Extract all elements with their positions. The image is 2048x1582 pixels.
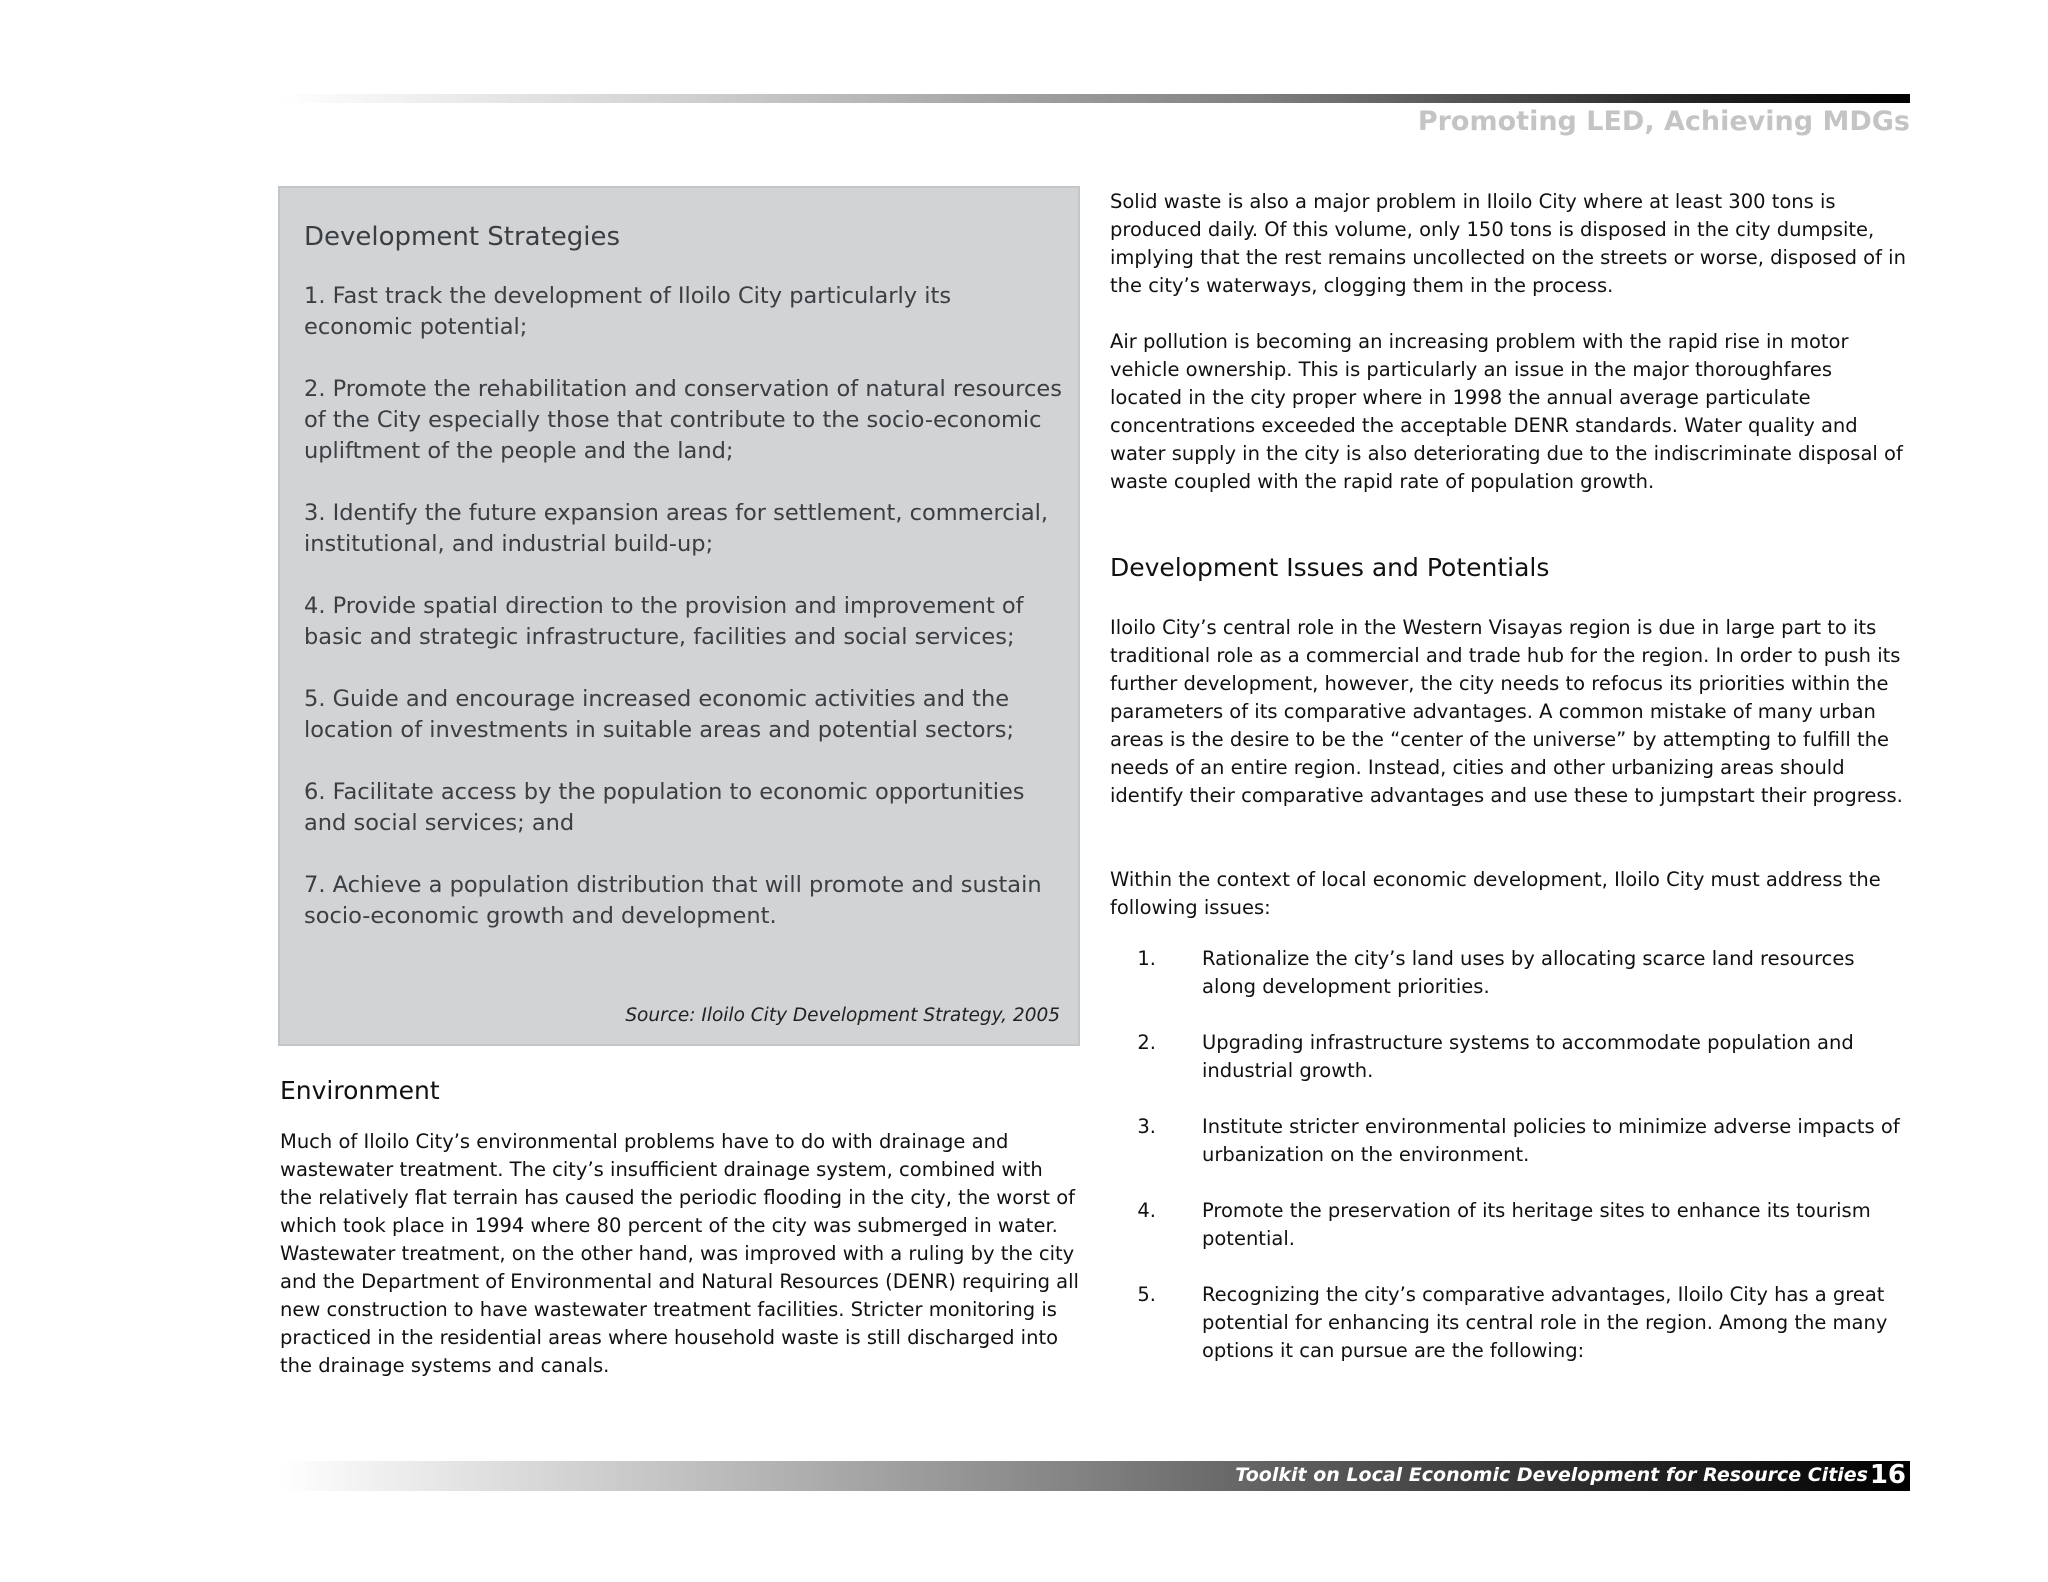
- list-item: [1108, 1113, 1908, 1169]
- issues-heading: Development Issues and Potentials: [1110, 553, 1550, 582]
- list-item: [1108, 1029, 1908, 1085]
- strategy-item: 4. Provide spatial direction to the provision and improvement of basic and strategic infrastructure, facilities and social services;: [304, 593, 1024, 650]
- list-item-number: 2.: [1137, 1031, 1156, 1054]
- environment-heading: Environment: [280, 1076, 440, 1105]
- strategy-item: 2. Promote the rehabilitation and conservation of natural resources of the City especially those that contribute to the socio-economic upliftment of the people and the land;: [304, 376, 1062, 464]
- list-item: [1108, 1281, 1908, 1365]
- development-strategies-box: [278, 186, 1080, 1046]
- footer-bar: [280, 1461, 1910, 1491]
- box-title: Development Strategies: [304, 222, 621, 252]
- list-item-text: Upgrading infrastructure systems to accommodate population and industrial growth.: [1202, 1031, 1854, 1082]
- strategy-item: 6. Facilitate access by the population to economic opportunities and social services; and: [304, 779, 1025, 836]
- strategy-item: 5. Guide and encourage increased economic activities and the location of investments in suitable areas and potential sectors;: [304, 686, 1015, 743]
- list-item-number: 5.: [1137, 1283, 1156, 1306]
- list-item-text: Recognizing the city’s comparative advantages, Iloilo City has a great potential for enhancing its central role in the region. Among the many options it can pursue are the following:: [1202, 1283, 1888, 1362]
- list-item-text: Institute stricter environmental policies to minimize adverse impacts of urbanization on the environment.: [1202, 1115, 1900, 1166]
- list-item-number: 1.: [1137, 947, 1156, 970]
- list-item-number: 3.: [1137, 1115, 1156, 1138]
- list-item-text: Rationalize the city’s land uses by allocating scarce land resources along development priorities.: [1202, 947, 1855, 998]
- issues-list: [1108, 945, 1908, 1393]
- running-header: Promoting LED, Achieving MDGs: [1417, 106, 1910, 137]
- central-role-paragraph: Iloilo City’s central role in the Western Visayas region is due in large part to its traditional role as a commercial and trade hub for the region. In order to push its further development, however, the city needs to refocus its priorities within the parameters of its comparative advantages. A common mistake of many urban areas is the desire to be the “center of the universe” by attempting to fulfill the needs of an entire region. Instead, cities and other urbanizing areas should identify their comparative advantages and use these to jumpstart their progress.: [1110, 616, 1903, 807]
- list-item: [1108, 945, 1908, 1001]
- solid-waste-paragraph: Solid waste is also a major problem in Iloilo City where at least 300 tons is produced daily. Of this volume, only 150 tons is disposed in the city dumpsite, implying that the rest remains uncollected on the streets or worse, disposed of in the city’s waterways, clogging them in the process.: [1110, 190, 1906, 297]
- box-source-citation: Source: Iloilo City Development Strategy, 2005: [625, 1005, 1060, 1026]
- issues-intro-paragraph: Within the context of local economic development, Iloilo City must address the following issues:: [1110, 868, 1881, 919]
- strategy-item: 7. Achieve a population distribution that will promote and sustain socio-economic growth and development.: [304, 872, 1042, 929]
- list-item-text: Promote the preservation of its heritage sites to enhance its tourism potential.: [1202, 1199, 1871, 1250]
- footer-title: Toolkit on Local Economic Development for Resource Cities: [1235, 1464, 1868, 1486]
- list-item-number: 4.: [1137, 1199, 1156, 1222]
- page-number: 16: [1869, 1460, 1906, 1490]
- strategy-item: 1. Fast track the development of Iloilo City particularly its economic potential;: [304, 283, 952, 340]
- strategy-item: 3. Identify the future expansion areas for settlement, commercial, institutional, and industrial build-up;: [304, 500, 1049, 557]
- air-pollution-paragraph: Air pollution is becoming an increasing problem with the rapid rise in motor vehicle ownership. This is particularly an issue in the major thoroughfares located in the city proper where in 1998 the annual average particulate concentrations exceeded the acceptable DENR standards. Water quality and water supply in the city is also deteriorating due to the indiscriminate disposal of waste coupled with the rapid rate of population growth.: [1110, 330, 1903, 493]
- header-rule: [280, 94, 1910, 103]
- environment-paragraph: Much of Iloilo City’s environmental problems have to do with drainage and wastewater treatment. The city’s insufficient drainage system, combined with the relatively flat terrain has caused the periodic flooding in the city, the worst of which took place in 1994 where 80 percent of the city was submerged in water. Wastewater treatment, on the other hand, was improved with a ruling by the city and the Department of Environmental and Natural Resources (DENR) requiring all new construction to have wastewater treatment facilities. Stricter monitoring is practiced in the residential areas where household waste is still discharged into the drainage systems and canals.: [280, 1130, 1079, 1377]
- list-item: [1108, 1197, 1908, 1253]
